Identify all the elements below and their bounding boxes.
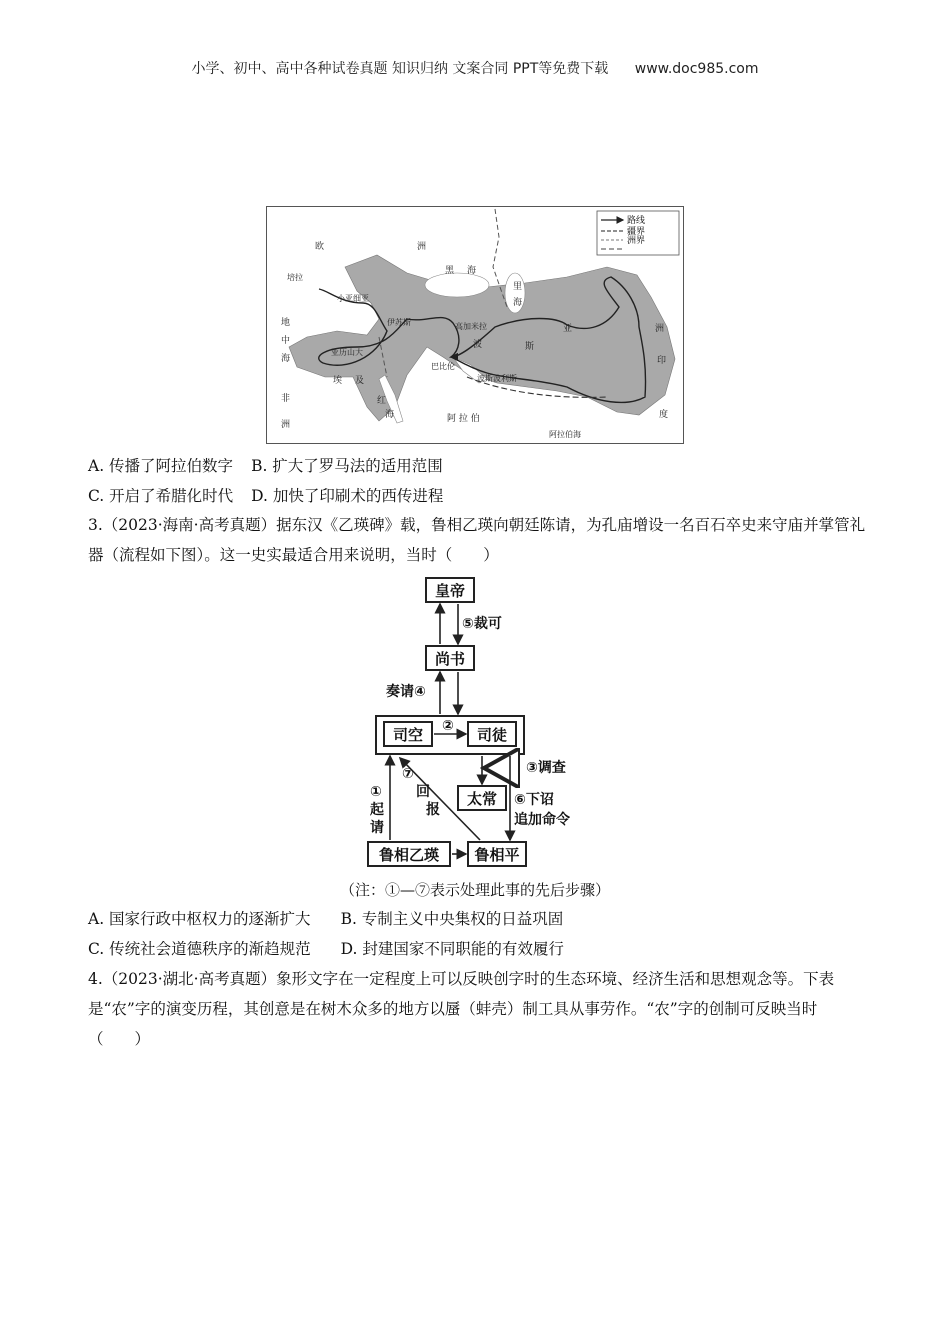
node-taichang: 太常 [466, 790, 498, 808]
node-luping: 鲁相平 [474, 846, 520, 864]
step-4: 奏请④ [386, 684, 426, 700]
step-1-num: ① [370, 784, 382, 800]
q3-option-a[interactable]: A. 国家行政中枢权力的逐渐扩大 [88, 910, 311, 928]
label-babylon: 巴比伦 [431, 362, 455, 371]
q2-options-row-2 [88, 486, 443, 506]
label-egypt-1: 埃 [333, 376, 343, 386]
label-caspian-1: 里 [513, 282, 523, 292]
step-6-a: ⑥下诏 [514, 792, 554, 808]
step-7-num: ⑦ [402, 766, 414, 782]
label-persia-1: 波 [473, 340, 483, 350]
label-persia-2: 斯 [525, 342, 535, 352]
step-6-b: 追加命令 [514, 812, 570, 828]
label-asia-2: 洲 [655, 324, 665, 334]
step-1-a: 起 [370, 802, 384, 818]
alexander-campaign-map [266, 206, 684, 444]
label-india-2: 度 [659, 410, 669, 420]
label-africa-2: 洲 [281, 420, 291, 430]
label-arabia: 阿 拉 伯 [447, 414, 480, 424]
flowchart-note: （注：①—⑦表示处理此事的先后步骤） [339, 881, 610, 899]
label-asia-1: 亚 [563, 324, 573, 334]
q2-option-c[interactable]: C. 开启了希腊化时代 [88, 487, 234, 505]
q2-option-b[interactable]: B. 扩大了罗马法的适用范围 [251, 457, 443, 475]
step-7-b: 报 [426, 802, 440, 818]
legend-route: 路线 [627, 216, 646, 226]
label-med-3: 海 [281, 354, 291, 364]
label-egypt-2: 及 [355, 376, 365, 386]
q3-option-b[interactable]: B. 专制主义中央集权的日益巩固 [340, 910, 564, 928]
label-alexandria: 亚历山大 [331, 348, 363, 357]
q3-option-c[interactable]: C. 传统社会道德秩序的渐趋规范 [88, 940, 311, 958]
label-black-sea-1: 黑 [445, 266, 455, 276]
label-pella: 培拉 [287, 273, 303, 282]
label-med-1: 地 [281, 318, 291, 328]
label-europe2: 洲 [417, 242, 427, 252]
label-europe: 欧 [315, 242, 325, 252]
node-sikong: 司空 [392, 726, 424, 744]
flowchart-svg [360, 574, 600, 874]
q2-option-a[interactable]: A. 传播了阿拉伯数字 [88, 457, 234, 475]
label-arabian-sea: 阿拉伯海 [549, 430, 581, 439]
label-red-sea-2: 海 [385, 410, 395, 420]
step-2: ② [442, 718, 454, 734]
black-sea [425, 273, 489, 297]
legend-border: 疆界 [627, 227, 646, 237]
label-black-sea-2: 海 [467, 266, 477, 276]
legend-continent-border: 洲界 [627, 236, 646, 246]
label-issus: 伊苏斯 [387, 318, 411, 327]
q4-stem: 4.（2023·湖北·高考真题）象形文字在一定程度上可以反映创字时的生态环境、经济生活和思想观念等。下表是“农”字的演变历程，其创意是在树木众多的地方以蜃（蚌壳）制工具从事劳作。“农”字的创制可反映当时（ ） [88, 970, 835, 1048]
q3-stem: 3.（2023·海南·高考真题）据东汉《乙瑛碑》载，鲁相乙瑛向朝廷陈请，为孔庙增设一名百石卒史来守庙并掌管礼器（流程如下图）。这一史实最适合用来说明，当时（ ） [88, 516, 866, 564]
label-asia-minor: 小亚细亚 [337, 294, 369, 303]
map-svg [267, 207, 683, 443]
step-3: ③调查 [526, 760, 566, 776]
step-1-b: 请 [370, 820, 384, 836]
step-7-a: 回 [416, 784, 430, 800]
step-5: ⑤裁可 [462, 616, 502, 632]
label-africa-1: 非 [281, 394, 291, 404]
label-caspian-2: 海 [513, 298, 523, 308]
header-text: 小学、初中、高中各种试卷真题 知识归纳 文案合同 PPT等免费下载 [191, 61, 609, 77]
label-india-1: 印 [657, 356, 667, 366]
q3-options-row-1 [88, 909, 563, 929]
node-situ: 司徒 [476, 726, 508, 744]
page-header [0, 58, 950, 78]
q3-options-row-2 [88, 939, 564, 959]
q3-option-d[interactable]: D. 封建国家不同职能的有效履行 [340, 940, 564, 958]
q2-option-d[interactable]: D. 加快了印刷术的西传进程 [251, 487, 444, 505]
label-persepolis: 波斯波利斯 [477, 374, 517, 383]
node-emperor: 皇帝 [434, 582, 466, 600]
label-gaugamela: 高加米拉 [455, 322, 487, 331]
header-site-url[interactable]: www.doc985.com [634, 61, 759, 77]
q3-flowchart [360, 574, 600, 874]
node-shangshu: 尚书 [434, 650, 466, 668]
node-yiying: 鲁相乙瑛 [378, 846, 440, 864]
label-red-sea-1: 红 [377, 396, 387, 406]
q2-options-row-1 [88, 456, 443, 476]
label-med-2: 中 [281, 336, 291, 346]
